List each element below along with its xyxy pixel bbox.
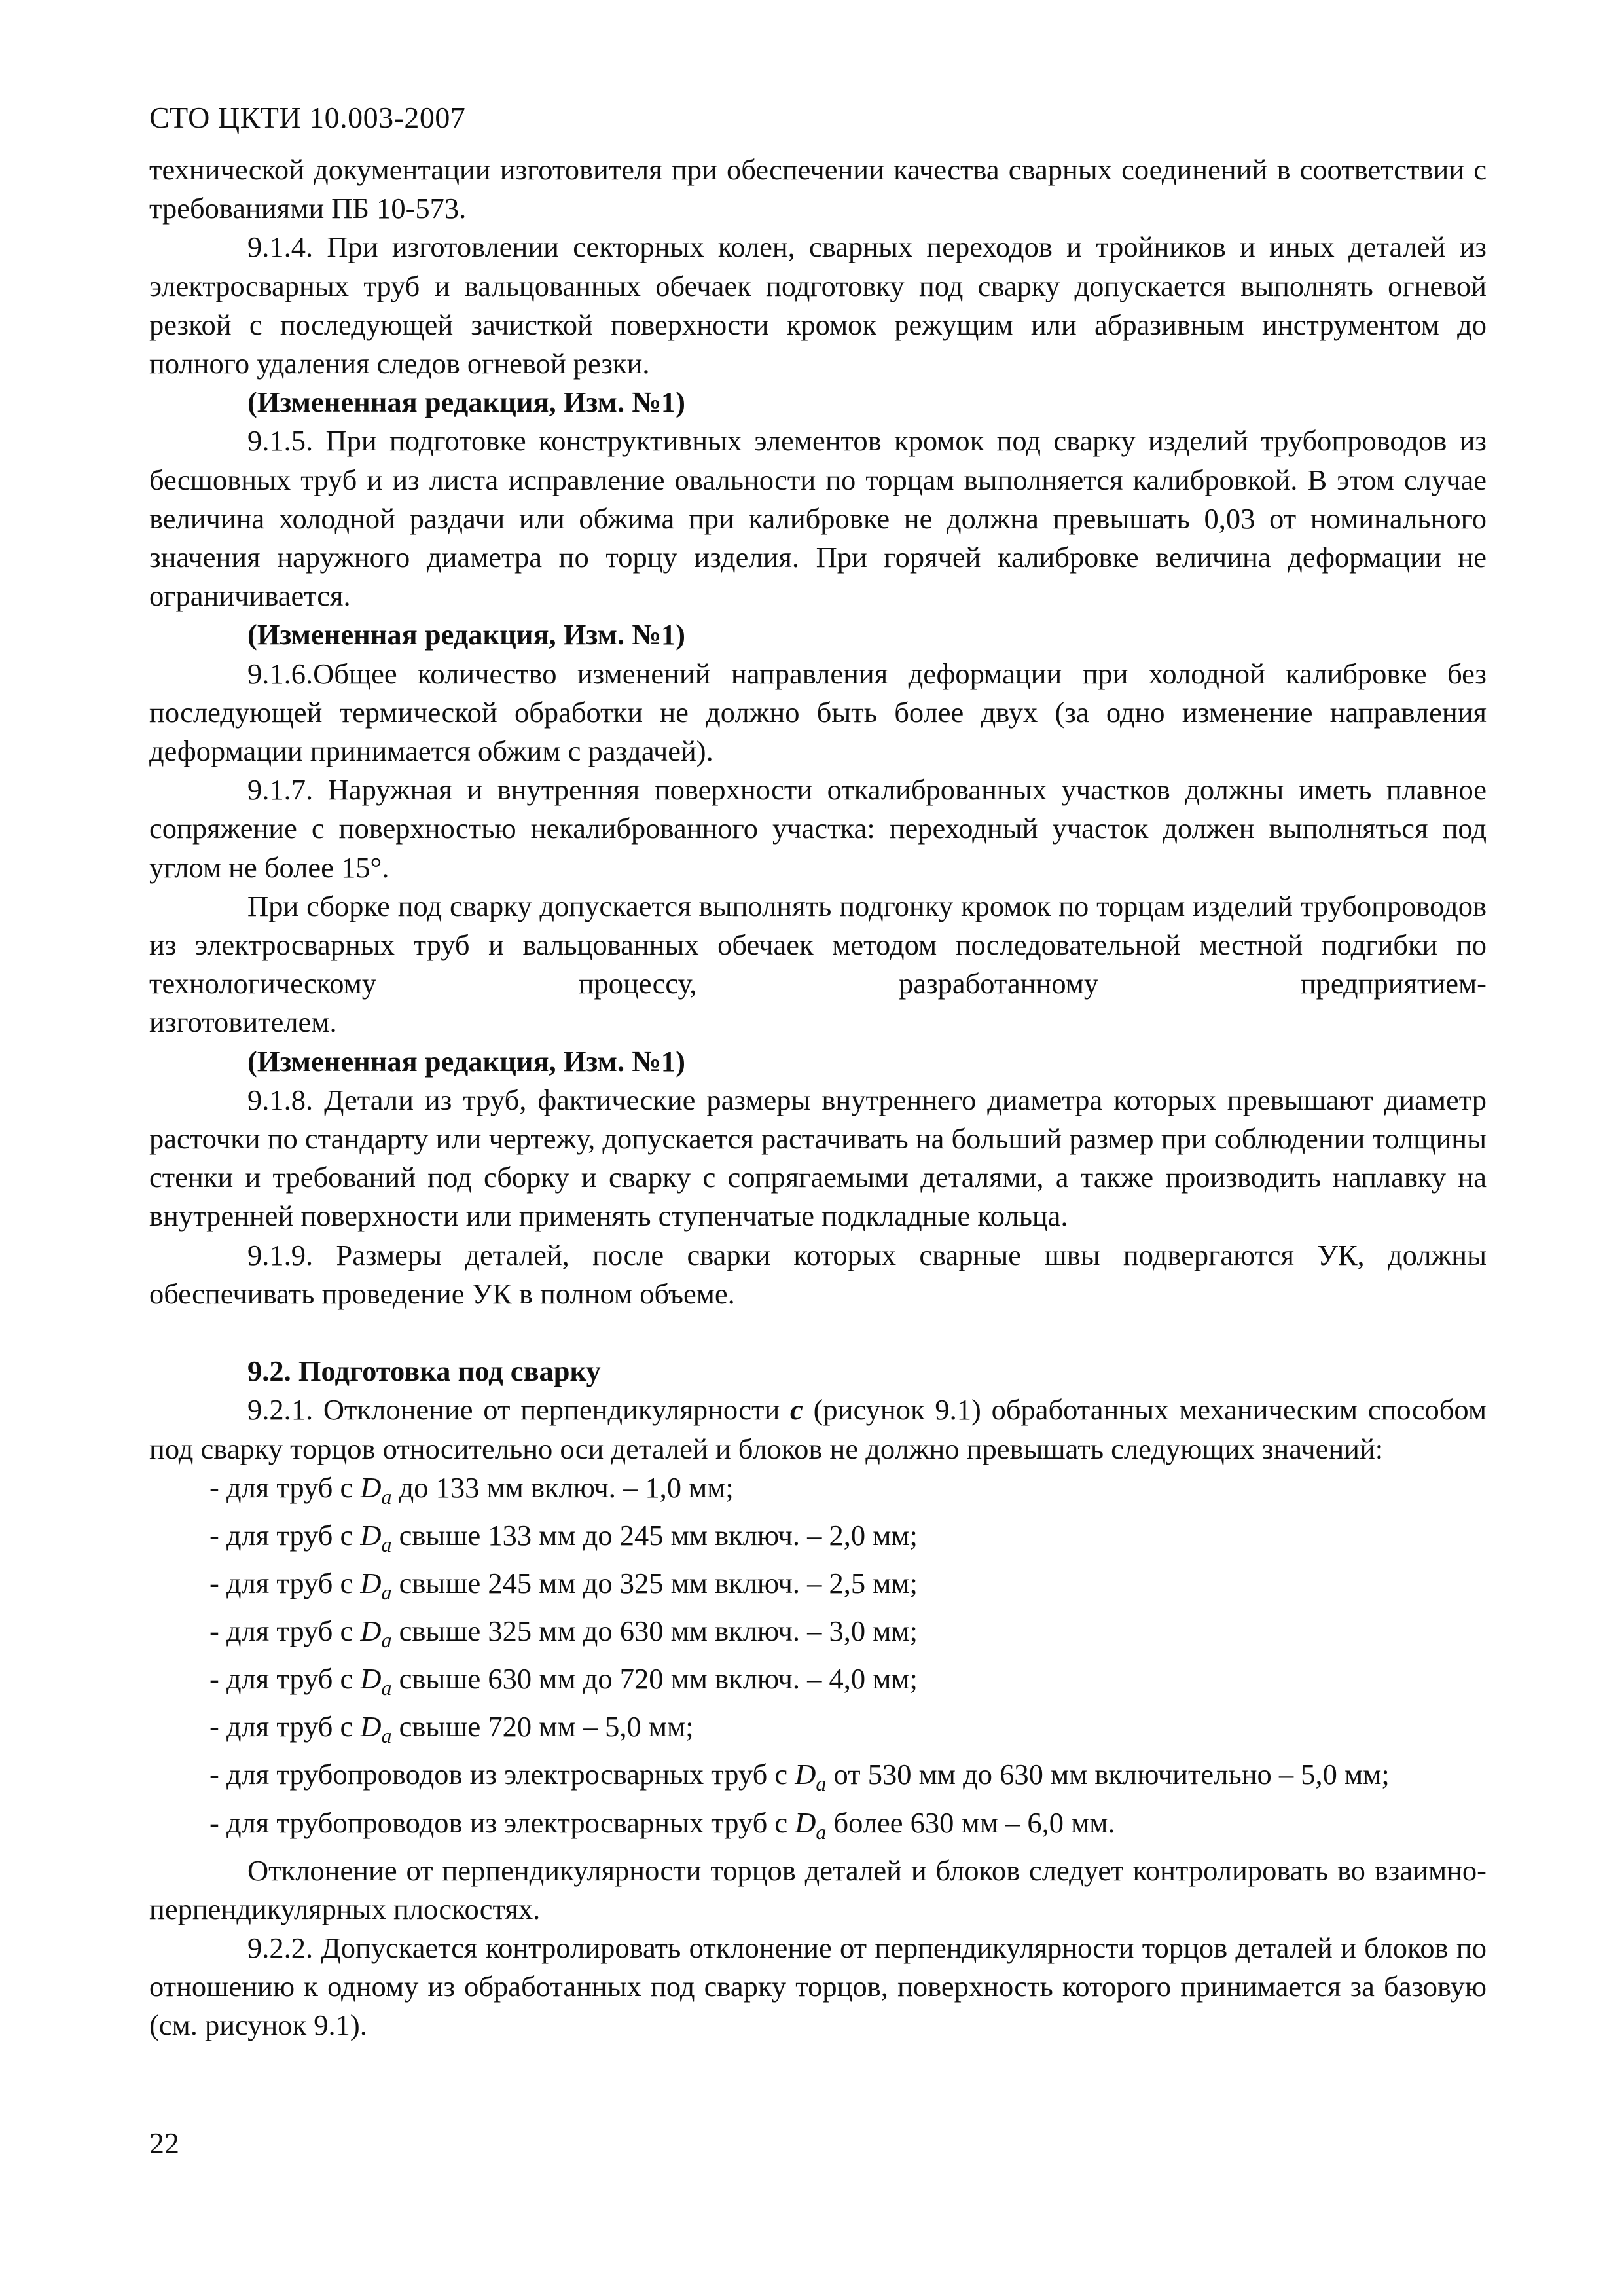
paragraph-9-1-8: 9.1.8. Детали из труб, фактические размеры внутреннего диаметра которых превышают диаметр расточки по стандарту или чертежу, допускается растачивать на больший размер при соблюдении толщины стенки и требований под сборку и сварку с сопрягаемыми деталями, а также производить наплавку на внутренней поверхности или применять ступенчатые подкладные кольца. [149, 1083, 1487, 1233]
diameter-symbol: D [360, 1518, 382, 1552]
paragraph-assembly-end: изготовителем. [149, 1006, 337, 1039]
diameter-symbol: D [360, 1710, 382, 1743]
paragraph-9-1-4: 9.1.4. При изготовлении секторных колен, сварных переходов и тройников и иных деталей из электросварных труб и вальцованных обечаек подготовку под сварку допускается выполнять огневой резкой с последующей зачисткой поверхности кромок режущим или абразивным инструментом до полного удаления следов огневой резки. [149, 230, 1487, 380]
list-item-prefix: - для трубопроводов из электросварных труб с [209, 1758, 795, 1791]
page-number: 22 [149, 2126, 179, 2160]
list-item-suffix: свыше 245 мм до 325 мм включ. – 2,5 мм; [391, 1567, 918, 1600]
diameter-symbol: D [360, 1614, 382, 1648]
diameter-subscript: a [381, 1484, 392, 1508]
list-item [149, 1516, 1487, 1564]
list-item-suffix: свыше 630 мм до 720 мм включ. – 4,0 мм; [391, 1662, 918, 1696]
list-item-prefix: - для труб с [209, 1567, 361, 1600]
paragraph-9-2-2: 9.2.2. Допускается контролировать отклонение от перпендикулярности торцов деталей и блоков по отношению к одному из обработанных под сварку торцов, поверхность которого принимается за базовую (см. рисунок 9.1). [149, 1931, 1487, 2042]
diameter-symbol: D [360, 1662, 382, 1696]
amendment-note: (Измененная редакция, Изм. №1) [247, 618, 685, 651]
document-body [149, 151, 1487, 2045]
paragraph-9-1-9: 9.1.9. Размеры деталей, после сварки которых сварные швы подвергаются УК, должны обеспечивать проведение УК в полном объеме. [149, 1238, 1487, 1310]
paragraph-deviation-control: Отклонение от перпендикулярности торцов деталей и блоков следует контролировать во взаимно-перпендикулярных плоскостях. [149, 1853, 1487, 1925]
list-item [149, 1564, 1487, 1612]
list-item [149, 1804, 1487, 1851]
list-item-prefix: - для труб с [209, 1710, 361, 1743]
list-item-suffix: от 530 мм до 630 мм включительно – 5,0 мм; [826, 1758, 1390, 1791]
document-code-header: СТО ЦКТИ 10.003-2007 [149, 101, 466, 134]
diameter-symbol: D [360, 1567, 382, 1600]
paragraph-9-1-5: 9.1.5. При подготовке конструктивных элементов кромок под сварку изделий трубопроводов из бесшовных труб и из листа исправление овальности по торцам выполняется калибровкой. В этом случае величина холодной раздачи или обжима при калибровке не должна превышать 0,03 от номинального значения наружного диаметра по торцу изделия. При горячей калибровке величина деформации не ограничивается. [149, 424, 1487, 613]
paragraph: технической документации изготовителя при обеспечении качества сварных соединений в соответствии с требованиями ПБ 10-573. [149, 153, 1487, 225]
list-item-suffix: до 133 мм включ. – 1,0 мм; [391, 1470, 734, 1504]
diameter-subscript: a [381, 1676, 392, 1700]
list-item [149, 1660, 1487, 1707]
list-item-suffix: свыше 133 мм до 245 мм включ. – 2,0 мм; [391, 1518, 918, 1552]
paragraph-9-1-7: 9.1.7. Наружная и внутренняя поверхности откалиброванных участков должны иметь плавное сопряжение с поверхностью некалиброванного участка: переходный участок должен выполняться под углом не более 15°. [149, 773, 1487, 884]
diameter-subscript: a [381, 1532, 392, 1556]
list-item-prefix: - для труб с [209, 1518, 361, 1552]
list-item-prefix: - для труб с [209, 1614, 361, 1648]
diameter-subscript: a [816, 1772, 827, 1796]
amendment-note: (Измененная редакция, Изм. №1) [247, 386, 685, 419]
diameter-symbol: D [795, 1806, 816, 1839]
list-item-prefix: - для труб с [209, 1662, 361, 1696]
list-item [149, 1468, 1487, 1516]
diameter-subscript: a [381, 1580, 392, 1604]
diameter-subscript: a [381, 1628, 392, 1652]
paragraph-assembly: При сборке под сварку допускается выполнять подгонку кромок по торцам изделий трубопроводов из электросварных труб и вальцованных обечаек методом последовательной местной подгибки по технологическому процессу, разработанному предприятием- [149, 889, 1487, 1000]
diameter-symbol: D [795, 1758, 816, 1791]
list-item-prefix: - для труб с [209, 1470, 361, 1504]
amendment-note: (Измененная редакция, Изм. №1) [247, 1044, 685, 1078]
diameter-symbol: D [360, 1470, 382, 1504]
diameter-subscript: a [816, 1819, 827, 1844]
list-item [149, 1707, 1487, 1755]
list-item-suffix: более 630 мм – 6,0 мм. [826, 1806, 1115, 1839]
paragraph-9-2-1: 9.2.1. Отклонение от перпендикулярности c (рисунок 9.1) обработанных механическим способом под сварку торцов относительно оси деталей и блоков не должно превышать следующих значений: [149, 1393, 1487, 1465]
list-item [149, 1755, 1487, 1803]
list-item-prefix: - для трубопроводов из электросварных труб с [209, 1806, 795, 1839]
list-item-suffix: свыше 325 мм до 630 мм включ. – 3,0 мм; [391, 1614, 918, 1648]
list-item-suffix: свыше 720 мм – 5,0 мм; [391, 1710, 694, 1743]
deviation-list [149, 1468, 1487, 1851]
list-item [149, 1612, 1487, 1660]
paragraph-9-1-6: 9.1.6.Общее количество изменений направления деформации при холодной калибровке без последующей термической обработки не должно быть более двух (за одно изменение направления деформации принимается обжим с раздачей). [149, 657, 1487, 768]
diameter-subscript: а [381, 1724, 392, 1748]
section-heading: 9.2. Подготовка под сварку [247, 1355, 601, 1388]
